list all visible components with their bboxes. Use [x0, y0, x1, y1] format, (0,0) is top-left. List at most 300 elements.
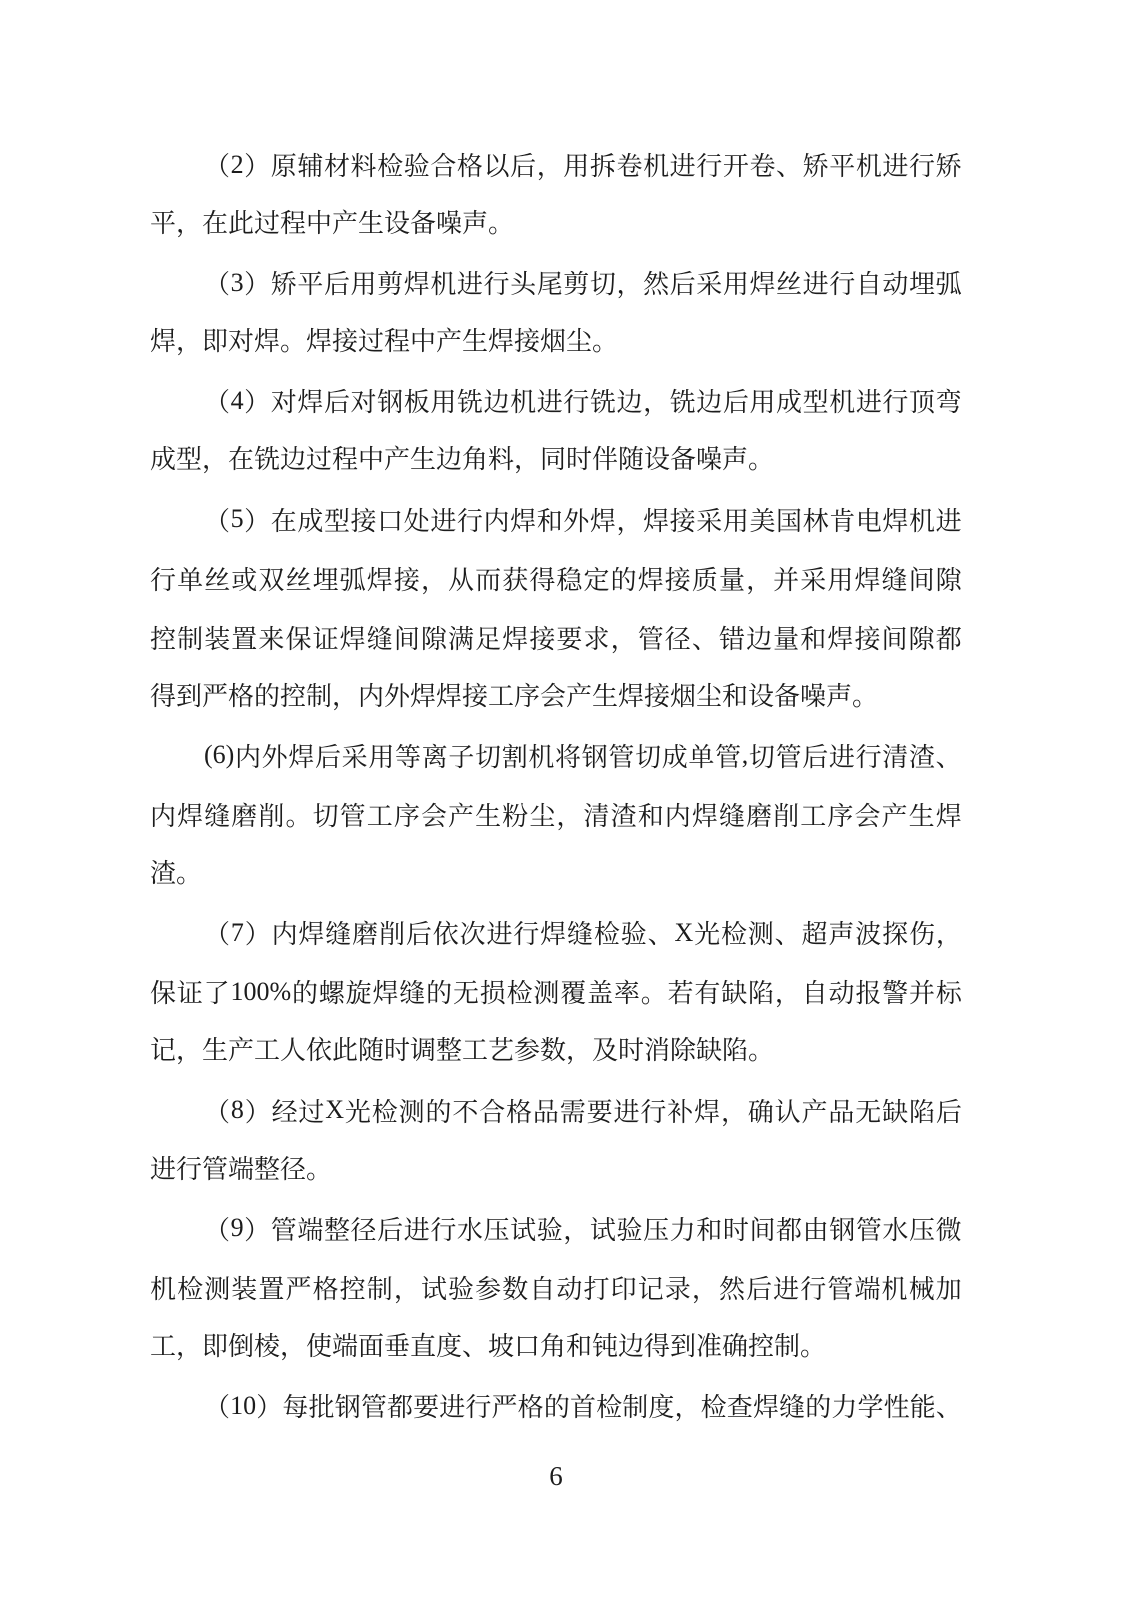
text-line: [150, 1081, 962, 1140]
text-token: 验: [620, 920, 647, 950]
text-token: 测: [533, 979, 560, 1009]
text-token: 切: [312, 802, 339, 832]
text-token: 埋: [909, 270, 936, 300]
text-token: 单: [177, 565, 204, 595]
text-token: 用: [749, 388, 776, 418]
text-token: 动: [556, 1274, 583, 1304]
text-token: 边: [616, 388, 643, 418]
text-token: 机: [510, 388, 537, 418]
text-token: 焊: [339, 624, 366, 654]
text-token: 削: [258, 802, 285, 832]
text-token: 内: [483, 506, 510, 536]
text-token: 缝: [204, 802, 231, 832]
text-token: 单: [688, 742, 715, 772]
text-token: 光: [694, 920, 721, 950]
text-token: 用: [350, 270, 377, 300]
text-token: 铣: [456, 388, 483, 418]
text-token: 行: [563, 388, 590, 418]
text-token: 动: [828, 979, 855, 1009]
text-token: 进: [430, 506, 457, 536]
text-token: 接: [393, 565, 420, 595]
text-token: 声: [828, 920, 855, 950]
text-token: 要: [586, 1097, 613, 1127]
text-token: 内: [664, 802, 691, 832]
text-token: ，: [393, 1274, 420, 1304]
text-token: 隙: [420, 624, 447, 654]
text-token: 对: [350, 388, 377, 418]
text-token: 磨: [231, 802, 258, 832]
text-token: 在: [270, 506, 297, 536]
text-token: 进: [486, 920, 513, 950]
text-token: 或: [231, 565, 258, 595]
text-token: 丝: [204, 565, 231, 595]
text-line: [150, 1376, 962, 1435]
text-token: 进: [828, 742, 855, 772]
text-token: 采: [696, 506, 723, 536]
text-token: 保: [285, 624, 312, 654]
text-token: 和: [696, 1215, 723, 1245]
text-token: 接: [350, 506, 377, 536]
text-token: 试: [589, 1215, 616, 1245]
text-token: 试: [510, 1215, 537, 1245]
text-token: 成: [661, 742, 688, 772]
text-token: 缺: [882, 1097, 909, 1127]
text-token: 切: [635, 742, 662, 772]
text-token: 、: [774, 920, 801, 950]
text-token: 量: [718, 565, 745, 595]
text-token: 尘: [529, 802, 556, 832]
text-token: （: [204, 1215, 231, 1245]
text-token: 矫: [802, 152, 829, 182]
text-token: 首: [569, 1393, 596, 1423]
text-token: ,: [741, 740, 749, 770]
text-token: 平: [297, 270, 324, 300]
text-token: ）: [244, 1215, 271, 1245]
text-token: 时: [722, 1215, 749, 1245]
text-token: ，: [774, 979, 801, 1009]
text-token: 管: [339, 802, 366, 832]
text-line: 渣。: [150, 859, 203, 889]
text-token: 无: [452, 979, 479, 1009]
text-token: 口: [377, 506, 404, 536]
text-token: 的: [426, 979, 453, 1009]
text-token: 切: [475, 742, 502, 772]
text-token: 2: [230, 149, 244, 179]
text-token: 质: [691, 565, 718, 595]
text-token: ，: [563, 1215, 590, 1245]
text-token: 5: [230, 504, 244, 534]
text-token: 接: [854, 624, 881, 654]
paragraph: [150, 903, 962, 1080]
paragraph: [150, 371, 962, 489]
text-token: ，: [720, 1097, 747, 1127]
text-token: 报: [855, 979, 882, 1009]
text-token: 会: [420, 802, 447, 832]
text-token: 品: [532, 1097, 559, 1127]
text-token: 每: [282, 1393, 309, 1423]
text-token: 钢: [334, 1393, 361, 1423]
text-token: ）: [244, 920, 271, 950]
text-token: 头: [510, 270, 537, 300]
text-token: 进: [439, 1393, 466, 1423]
text-token: 自: [801, 979, 828, 1009]
text-token: 后: [510, 152, 537, 182]
text-token: 都: [776, 1215, 803, 1245]
text-token: 管: [827, 1274, 854, 1304]
text-token: 机: [430, 270, 457, 300]
text-token: 径: [664, 624, 691, 654]
text-token: 4: [230, 385, 244, 415]
text-token: 严: [285, 1274, 312, 1304]
text-token: 补: [667, 1097, 694, 1127]
text-token: 将: [555, 742, 582, 772]
paragraph: [150, 135, 962, 253]
text-token: 缝: [779, 1393, 806, 1423]
text-token: 尾: [536, 270, 563, 300]
text-token: 管: [608, 742, 635, 772]
text-token: 国: [776, 506, 803, 536]
text-token: 若: [667, 979, 694, 1009]
text-token: 内: [150, 802, 177, 832]
text-token: 焊: [403, 270, 430, 300]
text-token: 录: [664, 1274, 691, 1304]
text-token: 依: [432, 920, 459, 950]
text-token: 会: [854, 802, 881, 832]
text-token: 卷: [616, 152, 643, 182]
text-token: ）: [244, 270, 271, 300]
text-token: 焊: [935, 802, 962, 832]
text-token: 对: [270, 388, 297, 418]
text-token: 能: [909, 1393, 936, 1423]
text-token: 和: [637, 802, 664, 832]
text-token: 控: [150, 624, 177, 654]
text-token: 渣: [908, 742, 935, 772]
text-token: 双: [258, 565, 285, 595]
text-token: 原: [270, 152, 297, 182]
text-token: 验: [403, 152, 430, 182]
text-token: 焊: [510, 506, 537, 536]
text-token: 处: [403, 506, 430, 536]
text-token: 的: [543, 1393, 570, 1423]
text-line: [150, 903, 962, 962]
text-token: ，: [556, 802, 583, 832]
text-token: 隙: [908, 624, 935, 654]
text-token: 检: [700, 1393, 727, 1423]
text-token: 外: [261, 742, 288, 772]
text-token: 产: [881, 802, 908, 832]
text-token: 焊: [691, 802, 718, 832]
text-token: 制: [622, 1393, 649, 1423]
text-token: 格: [506, 1097, 533, 1127]
text-token: 率: [613, 979, 640, 1009]
text-token: 隙: [935, 565, 962, 595]
text-token: 间: [393, 624, 420, 654]
text-token: 焊: [694, 1097, 721, 1127]
text-token: 足: [475, 624, 502, 654]
text-token: 材: [323, 152, 350, 182]
paragraph: [150, 253, 962, 371]
text-line: [150, 726, 962, 785]
text-token: 管: [775, 742, 802, 772]
text-token: 不: [452, 1097, 479, 1127]
text-token: （: [204, 388, 231, 418]
text-token: 焊: [298, 920, 325, 950]
text-token: 机: [855, 152, 882, 182]
text-token: （: [204, 270, 231, 300]
text-token: 检: [596, 1393, 623, 1423]
text-token: ）: [244, 1097, 271, 1127]
text-token: 加: [935, 1274, 962, 1304]
text-token: 置: [258, 1274, 285, 1304]
text-token: 错: [718, 624, 745, 654]
text-token: 机: [528, 742, 555, 772]
text-line: 成型，在铣边过程中产生边角料，同时伴随设备噪声。: [150, 445, 775, 475]
text-token: 焊: [752, 1393, 779, 1423]
text-token: 压: [483, 1215, 510, 1245]
text-token: 定: [583, 565, 610, 595]
text-line: 进行管端整径。: [150, 1154, 333, 1184]
text-token: 10: [230, 1390, 257, 1420]
text-line: [150, 785, 962, 844]
text-token: 开: [722, 152, 749, 182]
text-token: （: [204, 506, 231, 536]
text-token: 得: [529, 565, 556, 595]
text-token: 品: [828, 1097, 855, 1127]
paragraph: [150, 726, 962, 903]
text-token: 行: [909, 152, 936, 182]
text-token: 割: [501, 742, 528, 772]
text-token: 缝: [881, 565, 908, 595]
text-token: 边: [696, 388, 723, 418]
text-token: 管: [637, 624, 664, 654]
text-token: 装: [204, 624, 231, 654]
text-token: ）: [244, 152, 271, 182]
text-token: 后: [323, 388, 350, 418]
text-token: 由: [802, 1215, 829, 1245]
text-token: 进: [773, 1274, 800, 1304]
text-token: 验: [616, 1215, 643, 1245]
text-token: 序: [827, 802, 854, 832]
text-token: 的: [425, 1097, 452, 1127]
text-token: 钢: [581, 742, 608, 772]
text-token: 制: [366, 1274, 393, 1304]
text-token: 进: [403, 1215, 430, 1245]
text-token: 弧: [935, 270, 962, 300]
text-token: 标: [935, 979, 962, 1009]
text-token: 的: [805, 1393, 832, 1423]
text-token: 行: [483, 270, 510, 300]
text-token: 焊: [854, 565, 881, 595]
text-token: 8: [230, 1095, 244, 1125]
text-token: ，: [536, 152, 563, 182]
text-token: 打: [583, 1274, 610, 1304]
text-token: 焊: [637, 565, 664, 595]
text-token: 剪: [377, 270, 404, 300]
text-token: 林: [802, 506, 829, 536]
text-token: 后: [669, 270, 696, 300]
text-token: 埋: [312, 565, 339, 595]
text-token: 管: [715, 742, 742, 772]
text-token: 证: [312, 624, 339, 654]
text-token: 缝: [366, 624, 393, 654]
text-token: 批: [308, 1393, 335, 1423]
text-token: 动: [882, 270, 909, 300]
text-token: 经: [271, 1097, 298, 1127]
text-token: 制: [177, 624, 204, 654]
text-token: 内: [234, 742, 261, 772]
text-token: 来: [258, 624, 285, 654]
text-token: 次: [459, 920, 486, 950]
text-token: 查: [726, 1393, 753, 1423]
text-token: 过: [298, 1097, 325, 1127]
text-token: 进: [855, 388, 882, 418]
text-token: 自: [529, 1274, 556, 1304]
text-line: [150, 371, 962, 430]
text-token: ，: [674, 1393, 701, 1423]
text-token: ，: [610, 624, 637, 654]
text-token: （: [204, 152, 231, 182]
text-token: 、: [935, 1393, 962, 1423]
text-token: 械: [908, 1274, 935, 1304]
text-token: 板: [403, 388, 430, 418]
text-line: [150, 962, 962, 1021]
text-token: ）: [256, 1393, 283, 1423]
text-token: 焊: [366, 565, 393, 595]
text-token: 后: [315, 742, 342, 772]
text-token: 行: [855, 742, 882, 772]
text-token: 3: [230, 267, 244, 297]
text-token: 子: [448, 742, 475, 772]
text-token: 力: [669, 1215, 696, 1245]
text-token: 检: [593, 920, 620, 950]
text-token: 装: [231, 1274, 258, 1304]
text-token: 内: [271, 920, 298, 950]
text-token: ，: [420, 565, 447, 595]
text-token: 接: [669, 506, 696, 536]
text-token: 行: [430, 1215, 457, 1245]
text-line: [150, 1258, 962, 1317]
text-token: 渣: [610, 802, 637, 832]
text-token: 离: [421, 742, 448, 772]
text-token: 型: [802, 388, 829, 418]
text-token: 压: [909, 1215, 936, 1245]
text-token: 测: [204, 1274, 231, 1304]
text-token: 丝: [776, 270, 803, 300]
text-token: 削: [379, 920, 406, 950]
text-token: 行: [829, 270, 856, 300]
text-token: 都: [386, 1393, 413, 1423]
text-token: 卷: [749, 152, 776, 182]
text-token: 9: [230, 1213, 244, 1243]
text-token: 型: [323, 506, 350, 536]
text-token: 外: [563, 506, 590, 536]
text-token: 参: [475, 1274, 502, 1304]
text-token: X: [674, 917, 694, 947]
text-token: 焊: [372, 979, 399, 1009]
text-token: 间: [881, 624, 908, 654]
text-token: 旋: [345, 979, 372, 1009]
text-token: 缝: [718, 802, 745, 832]
text-token: 焊: [827, 624, 854, 654]
text-token: 超: [801, 920, 828, 950]
text-token: 焊: [288, 742, 315, 772]
text-token: 用: [430, 388, 457, 418]
text-token: 弯: [935, 388, 962, 418]
text-token: 和: [800, 624, 827, 654]
text-token: ）: [244, 388, 271, 418]
text-token: 削: [773, 802, 800, 832]
text-token: 警: [882, 979, 909, 1009]
text-token: 行: [456, 506, 483, 536]
text-token: 力: [831, 1393, 858, 1423]
text-token: 、: [935, 742, 962, 772]
text-line: 平，在此过程中产生设备噪声。: [150, 209, 515, 239]
text-token: 生: [908, 802, 935, 832]
text-token: 进: [456, 270, 483, 300]
text-token: 焊: [177, 802, 204, 832]
text-token: 后: [722, 388, 749, 418]
text-line: [150, 608, 962, 667]
text-token: 成: [297, 506, 324, 536]
text-line: 得到严格的控制，内外焊焊接工序会产生焊接烟尘和设备噪声。: [150, 681, 879, 711]
text-token: 接: [529, 624, 556, 654]
text-token: 检: [371, 1097, 398, 1127]
text-token: 后: [405, 920, 432, 950]
text-token: 保: [150, 979, 177, 1009]
text-token: 焊: [589, 506, 616, 536]
text-token: 边: [746, 624, 773, 654]
text-token: 钢: [829, 1215, 856, 1245]
text-token: 清: [882, 742, 909, 772]
text-token: 成: [776, 388, 803, 418]
text-token: 控: [339, 1274, 366, 1304]
text-token: 间: [908, 565, 935, 595]
text-token: 要: [556, 624, 583, 654]
text-token: 测: [398, 1097, 425, 1127]
text-token: 接: [664, 565, 691, 595]
text-token: 焊: [540, 920, 567, 950]
text-line: [150, 1199, 962, 1258]
text-token: 陷: [908, 1097, 935, 1127]
text-token: 用: [722, 270, 749, 300]
text-token: 验: [448, 1274, 475, 1304]
text-token: 端: [297, 1215, 324, 1245]
text-token: 产: [448, 802, 475, 832]
text-token: 后: [802, 742, 829, 772]
text-token: 缝: [399, 979, 426, 1009]
text-token: 机: [829, 388, 856, 418]
text-token: 要: [413, 1393, 440, 1423]
text-token: 铣: [589, 388, 616, 418]
document-body: [150, 135, 962, 1435]
text-line: 记，生产工人依此随时调整工艺参数，及时消除缺陷。: [150, 1036, 775, 1066]
paragraph: [150, 1376, 962, 1435]
text-token: 径: [350, 1215, 377, 1245]
text-token: 行: [513, 920, 540, 950]
text-token: 间: [749, 1215, 776, 1245]
text-token: 采: [341, 742, 368, 772]
paragraph: [150, 1199, 962, 1376]
text-token: 覆: [560, 979, 587, 1009]
text-token: 格: [456, 152, 483, 182]
text-token: 陷: [748, 979, 775, 1009]
text-token: 100%: [230, 976, 292, 1006]
text-token: 采: [696, 270, 723, 300]
text-token: 管: [360, 1393, 387, 1423]
text-token: 从: [448, 565, 475, 595]
text-line: [150, 490, 962, 549]
text-token: 拆: [589, 152, 616, 182]
